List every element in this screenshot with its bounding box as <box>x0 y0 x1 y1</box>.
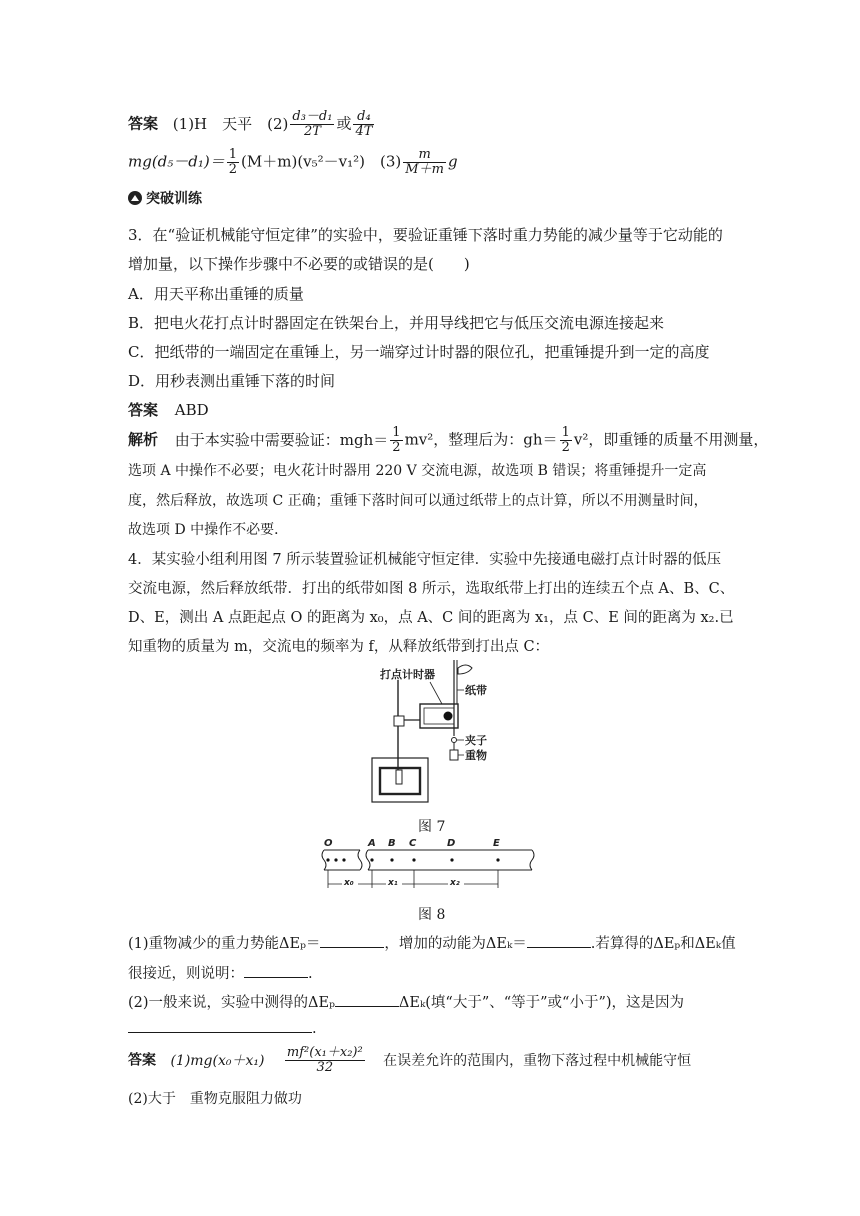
tape-break-right <box>366 850 370 870</box>
answer-part1: (1)H 天平 (2) <box>172 114 289 133</box>
half-den: 2 <box>228 162 238 177</box>
q3-option-c: C．把纸带的一端固定在重锤上，另一端穿过计时器的限位孔，把重锤提升到一定的高度 <box>128 343 710 361</box>
fraction-a-num: d₃－d₁ <box>292 109 333 124</box>
q4-answer-fraction <box>285 1046 365 1075</box>
leader-timer <box>430 682 442 704</box>
dot-e <box>496 858 499 861</box>
q3-analysis-a: 由于本实验中需要验证：mgh＝ <box>174 430 389 449</box>
q4-answer-1: (1)mg(x₀＋x₁) <box>170 1052 265 1069</box>
blank-delta-ek[interactable] <box>527 933 591 948</box>
q4-answer-line-1 <box>128 1046 691 1075</box>
figure-7-caption: 图 7 <box>418 819 446 835</box>
dot-o3 <box>342 858 345 861</box>
label-tape: 纸带 <box>465 684 487 697</box>
point-label-a: A <box>368 838 376 849</box>
q3-analysis-line-1 <box>128 426 768 455</box>
answer-label: 答案 <box>128 114 159 133</box>
half-den-2: 2 <box>392 440 401 455</box>
equation-left: mg(d₅－d₁)＝ <box>128 152 225 171</box>
fraction-b-den: 4T <box>355 124 373 139</box>
half-num: 1 <box>228 147 238 162</box>
sub1-part-c: .若算得的ΔEₚ和ΔEₖ值 <box>590 936 736 952</box>
fraction-c-num: m <box>403 148 446 163</box>
hand-shape <box>458 665 472 674</box>
q3-option-a: A．用天平称出重锤的质量 <box>128 285 304 303</box>
q4-answer-tail: 在误差允许的范围内，重物下落过程中机械能守恒 <box>383 1052 692 1069</box>
dim-label-x2: x₂ <box>450 878 460 888</box>
tape-right-end <box>530 850 534 870</box>
tape-break-left <box>358 850 362 870</box>
q3-analysis-line-4: 故选项 D 中操作不必要． <box>128 522 289 538</box>
label-weight: 重物 <box>465 749 487 762</box>
dim-label-x1: x₁ <box>388 878 398 888</box>
q3-analysis-line-3: 度，然后释放，故选项 C 正确；重锤下落时间可以通过纸带上的点计算，所以不用测量时间， <box>128 493 708 509</box>
section-title: 突破训练 <box>146 191 202 207</box>
g-symbol: g <box>447 152 458 171</box>
q4-answer-line-2: (2)大于 重物克服阻力做功 <box>128 1091 302 1107</box>
half-num-2: 1 <box>392 425 401 440</box>
q3-analysis-line-2: 选项 A 中操作不必要；电火花计时器用 220 V 交流电源，故选项 B 错误；将重锤提升一定高 <box>128 463 707 479</box>
dot-o1 <box>326 858 329 861</box>
q3-option-d: D．用秒表测出重锤下落的时间 <box>128 372 336 390</box>
label-clip: 夹子 <box>465 734 487 747</box>
weight-hanging <box>450 750 458 760</box>
q4-sub1-line-2 <box>128 963 313 985</box>
q3-stem-line-1: 3．在“验证机械能守恒定律”的实验中，要验证重锤下落时重力势能的减少量等于它动能的 <box>128 226 723 244</box>
answer-line-2 <box>128 148 458 177</box>
section-heading <box>128 188 202 208</box>
dot-a <box>370 858 373 861</box>
clamp-arm <box>394 716 404 726</box>
or-text: 或 <box>336 114 352 133</box>
fraction-c <box>403 148 446 177</box>
sub1-part-a: (1)重物减少的重力势能ΔEₚ＝ <box>128 936 321 952</box>
half-fraction-3 <box>560 426 572 455</box>
dot-o2 <box>334 858 337 861</box>
sub1-part-b: ，增加的动能为ΔEₖ＝ <box>384 936 527 952</box>
period: . <box>308 966 313 982</box>
sub2-part-b: ΔEₖ(填“大于”、“等于”或“小于”)，这是因为 <box>398 995 685 1011</box>
tape-left-end <box>322 850 326 870</box>
point-label-o: O <box>324 838 333 849</box>
half-num-3: 1 <box>561 425 570 440</box>
blank-delta-ep[interactable] <box>320 933 384 948</box>
q3-analysis-c: v²，即重锤的质量不用测量， <box>573 430 769 449</box>
blank-compare[interactable] <box>335 992 399 1007</box>
q4-stem-line-1: 4．某实验小组利用图 7 所示装置验证机械能守恒定律．实验中先接通电磁打点计时器的低压 <box>128 552 722 568</box>
q4-answer-fraction-num: mf²(x₁＋x₂)² <box>286 1045 363 1060</box>
q4-sub2-line-2 <box>128 1018 317 1040</box>
triangle-badge-icon <box>128 191 142 205</box>
figure-8-caption: 图 8 <box>418 907 446 923</box>
blank-reason[interactable] <box>128 1018 312 1033</box>
q3-option-b: B．把电火花打点计时器固定在铁架台上，并用导线把它与低压交流电源连接起来 <box>128 314 665 332</box>
figure-7-apparatus <box>360 660 500 810</box>
dot-d <box>450 858 453 861</box>
dot-b <box>390 858 393 861</box>
half-fraction <box>227 148 239 177</box>
clip-ring <box>452 738 457 743</box>
figure-8-tape <box>318 836 544 894</box>
q3-answer-label: 答案 <box>128 401 159 419</box>
half-den-3: 2 <box>561 440 570 455</box>
q4-answer-fraction-den: 32 <box>316 1060 334 1075</box>
blank-conclusion[interactable] <box>244 963 308 978</box>
q3-answer <box>128 399 209 421</box>
q4-sub2-line-1 <box>128 992 684 1014</box>
label-timer: 打点计时器 <box>380 668 435 681</box>
period-2: . <box>312 1021 317 1037</box>
answer-line-1 <box>128 110 376 139</box>
q4-stem-line-2: 交流电源，然后释放纸带．打出的纸带如图 8 所示，选取纸带上打出的连续五个点 A、B、C、 <box>128 581 735 597</box>
q4-answer-label: 答案 <box>128 1052 156 1069</box>
equation-right: (M＋m)(v₅²－v₁²) (3) <box>241 152 402 171</box>
q4-stem-line-3: D、E，测出 A 点距起点 O 的距离为 x₀，点 A、C 间的距离为 x₁，点 C、E 间的距离为 x₂.已 <box>128 610 734 626</box>
point-label-c: C <box>409 838 417 849</box>
q4-stem-line-4: 知重物的质量为 m，交流电的频率为 f，从释放纸带到打出点 C： <box>128 639 550 655</box>
sub1-line2: 很接近，则说明： <box>128 966 244 982</box>
fraction-b-num: d₄ <box>353 110 374 125</box>
point-label-b: B <box>388 838 396 849</box>
sub2-part-a: (2)一般来说，实验中测得的ΔEₚ <box>128 995 335 1011</box>
q3-answer-value: ABD <box>174 401 209 419</box>
q3-analysis-label: 解析 <box>128 430 159 449</box>
fraction-b <box>353 110 374 139</box>
weight-block <box>396 770 402 784</box>
half-fraction-2 <box>390 426 402 455</box>
timer-drum <box>444 712 453 721</box>
q3-stem-line-2: 增加量，以下操作步骤中不必要的或错误的是( ) <box>128 255 470 273</box>
q4-sub1-line-1 <box>128 933 736 955</box>
fraction-a <box>290 110 334 139</box>
dim-label-x0: x₀ <box>344 878 354 888</box>
point-label-e: E <box>493 838 500 849</box>
dot-c <box>412 858 415 861</box>
fraction-a-den: 2T <box>303 124 321 139</box>
q3-analysis-b: mv²，整理后为：gh＝ <box>404 430 558 449</box>
point-label-d: D <box>447 838 456 849</box>
fraction-c-den: M＋m <box>405 162 444 177</box>
